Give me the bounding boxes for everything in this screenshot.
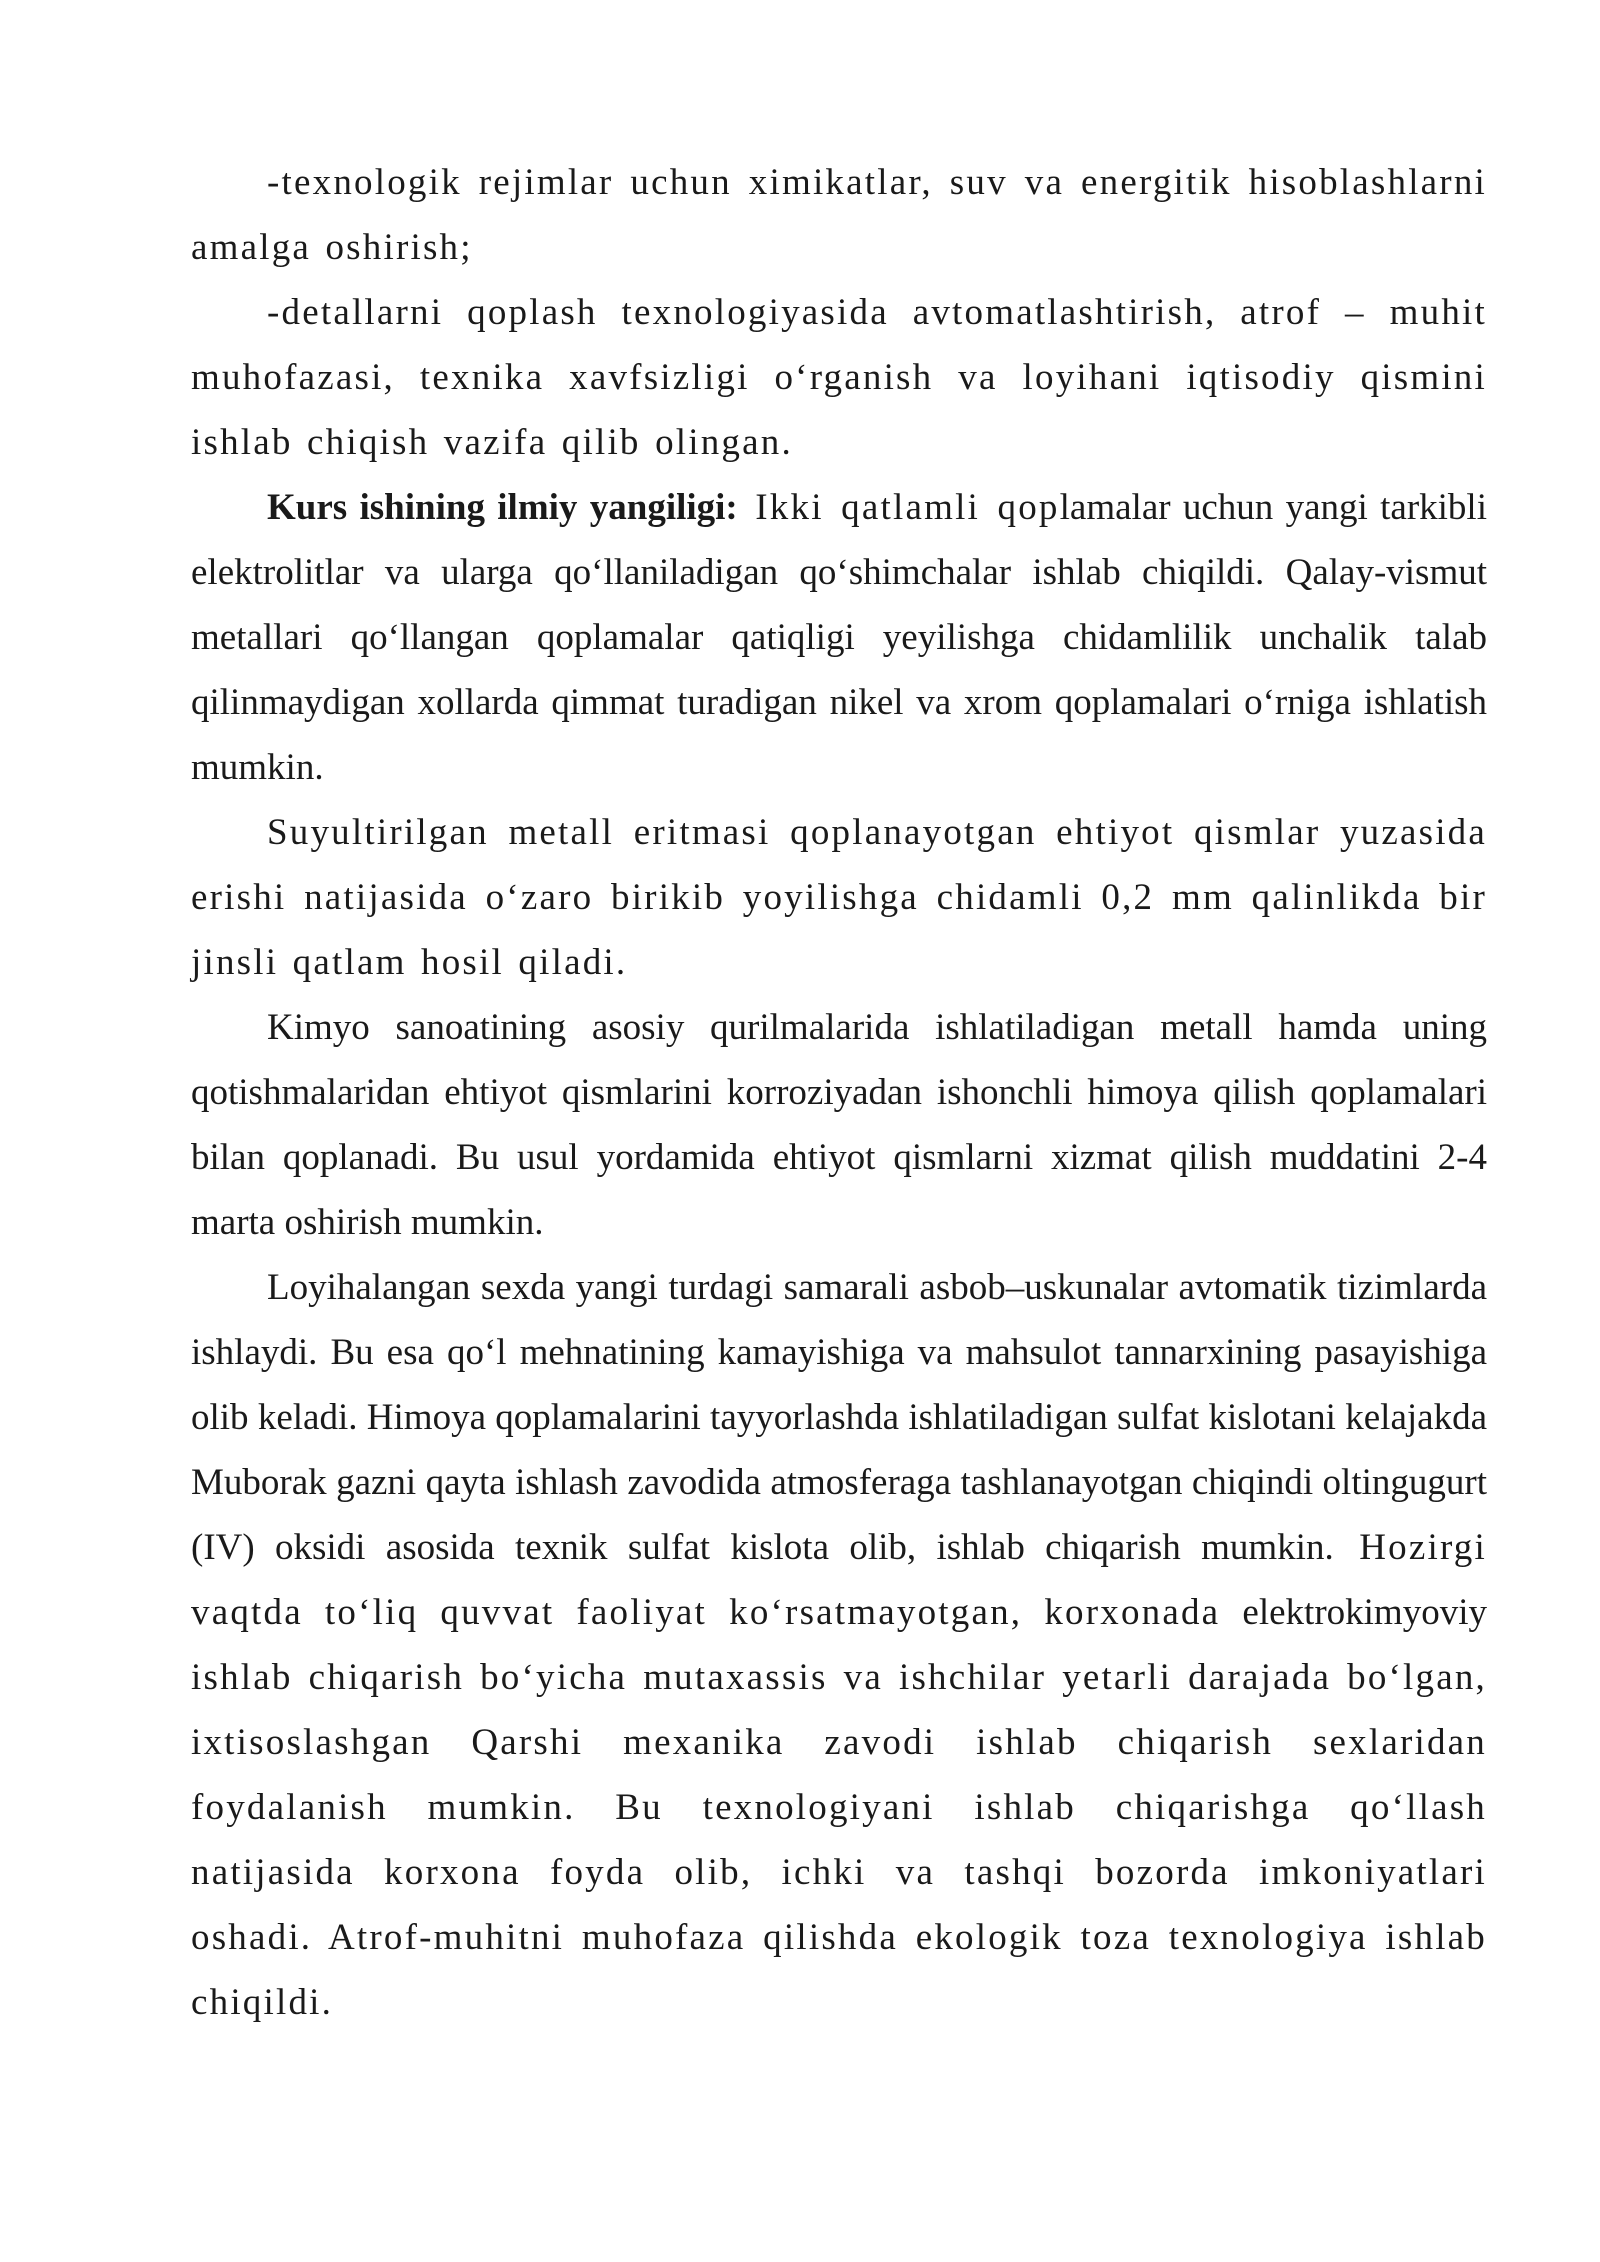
paragraph-technological-regimes: -texnologik rejimlar uchun ximikatlar, suv va energitik hisoblashlarni amalga oshirish;: [191, 162, 1487, 268]
paragraph-scientific-novelty: [191, 475, 1487, 800]
paragraph-designed-workshop: [191, 1255, 1487, 2035]
scientific-novelty-text: lamalar uchun yangi tarkibli elektrolitlar va ularga qo‘llaniladigan qo‘shimchalar ishlab chiqildi. Qalay-vismut metallari qo‘llangan qoplamalar qatiqligi yeyilishga chidamlilik unchalik talab qilinmaydigan xollarda qimmat turadigan nikel va xrom qoplamalari o‘rniga ishlatish mumkin.: [191, 487, 1487, 788]
document-page: [191, 150, 1487, 2035]
designed-workshop-mid-text: elektrokimyoviy: [1242, 1592, 1487, 1633]
paragraph-molten-metal: Suyultirilgan metall eritmasi qoplanayotgan ehtiyot qismlar yuzasida erishi natijasida o‘zaro birikib yoyilishga chidamli 0,2 mm qalinlikda bir jinsli qatlam hosil qiladi.: [191, 812, 1487, 983]
paragraph-coating-automation: -detallarni qoplash texnologiyasida avtomatlashtirish, atrof – muhit muhofazasi, texnika xavfsizligi o‘rganish va loyihani iqtisodiy qismini ishlab chiqish vazifa qilib olingan.: [191, 292, 1487, 463]
designed-workshop-text: Loyihalangan sexda yangi turdagi samarali asbob–uskunalar avtomatik tizimlarda ishlaydi. Bu esa qo‘l mehnatining kamayishiga va mahsulot tannarxining pasayishiga olib keladi. Himoya qoplamalarini tayyorlashda ishlatiladigan sulfat kislotani kelajakda Muborak gazni qayta ishlash zavodida atmosferaga tashlanayotgan chiqindi oltingugurt (IV) oksidi asosida texnik sulfat kislota olib, ishlab chiqarish mumkin.: [191, 1267, 1487, 1568]
scientific-novelty-heading: Kurs ishining ilmiy yangiligi:: [267, 487, 738, 528]
paragraph-chemical-industry: Kimyo sanoatining asosiy qurilmalarida ishlatiladigan metall hamda uning qotishmalaridan ehtiyot qismlarini korroziyadan ishonchli himoya qilish qoplamalari bilan qoplanadi. Bu usul yordamida ehtiyot qismlarni xizmat qilish muddatini 2-4 marta oshirish mumkin.: [191, 1007, 1487, 1243]
scientific-novelty-spaced-text: Ikki qatlamli qop: [737, 487, 1060, 528]
designed-workshop-spaced-text-2: ishlab chiqarish bo‘yicha mutaxassis va ishchilar yetarli darajada bo‘lgan, ixtisoslashgan Qarshi mexanika zavodi ishlab chiqarish sexlaridan foydalanish mumkin. Bu texnologiyani ishlab chiqarishga qo‘llash natijasida korxona foyda olib, ichki va tashqi bozorda imkoniyatlari oshadi. Atrof-muhitni muhofaza qilishda ekologik toza texnologiya ishlab chiqildi.: [191, 1657, 1487, 2023]
designed-workshop-spaced-text: Hozirgi vaqtda to‘liq quvvat faoliyat ko‘rsatmayotgan, korxonada: [191, 1527, 1487, 1633]
